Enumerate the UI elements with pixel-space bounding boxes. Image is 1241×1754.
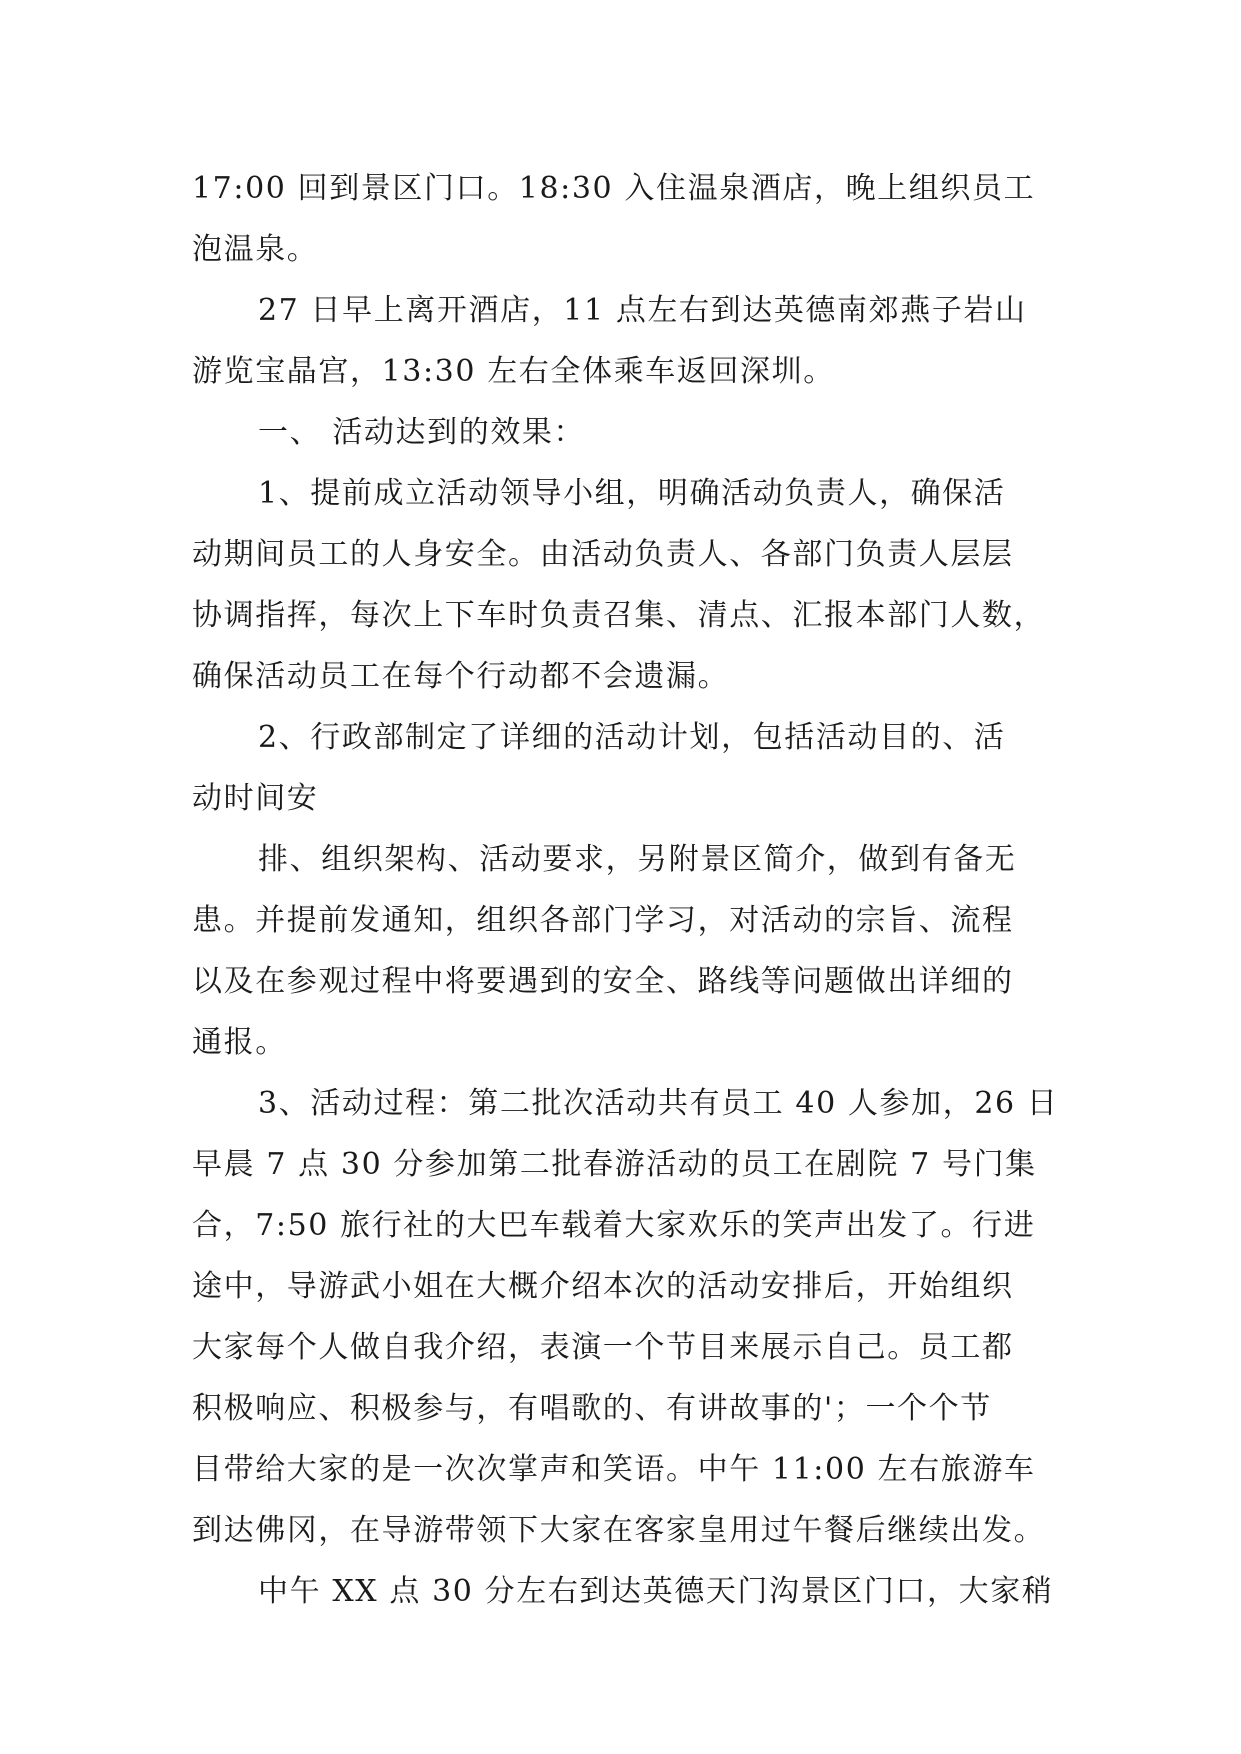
text-line: 大家每个人做自我介绍，表演一个节目来展示自己。员工都: [192, 1330, 1014, 1365]
text-line: 1、提前成立活动领导小组，明确活动负责人，确保活: [258, 476, 1006, 511]
text-line: 目带给大家的是一次次掌声和笑语。中午 11:00 左右旅游车: [192, 1452, 1036, 1487]
text-line: 中午 XX 点 30 分左右到达英德天门沟景区门口，大家稍: [258, 1574, 1054, 1609]
text-line: 以及在参观过程中将要遇到的安全、路线等问题做出详细的: [192, 964, 1014, 999]
text-line: 患。并提前发通知，组织各部门学习，对活动的宗旨、流程: [192, 903, 1014, 938]
text-line: 游览宝晶宫，13:30 左右全体乘车返回深圳。: [192, 354, 835, 389]
document-body: [192, 158, 1059, 1622]
text-line: 动时间安: [192, 781, 319, 816]
text-line: 到达佛冈，在导游带领下大家在客家皇用过午餐后继续出发。: [192, 1513, 1046, 1548]
text-line: 途中，导游武小姐在大概介绍本次的活动安排后，开始组织: [192, 1269, 1014, 1304]
text-line: 积极响应、积极参与，有唱歌的、有讲故事的'；一个个节: [192, 1391, 992, 1426]
text-line: 排、组织架构、活动要求，另附景区简介，做到有备无: [258, 842, 1017, 877]
text-line: 确保活动员工在每个行动都不会遗漏。: [192, 659, 730, 694]
text-line: 27 日早上离开酒店，11 点左右到达英德南郊燕子岩山: [258, 293, 1027, 328]
text-line: 合，7:50 旅行社的大巴车载着大家欢乐的笑声出发了。行进: [192, 1208, 1036, 1243]
text-line: 2、行政部制定了详细的活动计划，包括活动目的、活: [258, 720, 1006, 755]
text-line: 通报。: [192, 1025, 287, 1060]
text-line: 动期间员工的人身安全。由活动负责人、各部门负责人层层: [192, 537, 1014, 572]
section-heading: 一、 活动达到的效果：: [258, 415, 586, 450]
text-line: 3、活动过程：第二批次活动共有员工 40 人参加，26 日: [258, 1086, 1059, 1121]
text-line: 早晨 7 点 30 分参加第二批春游活动的员工在剧院 7 号门集: [192, 1147, 1037, 1182]
text-line: 17:00 回到景区门口。18:30 入住温泉酒店，晚上组织员工: [192, 171, 1036, 206]
text-line: 泡温泉。: [192, 232, 319, 267]
text-line: 协调指挥，每次上下车时负责召集、清点、汇报本部门人数，: [192, 598, 1046, 633]
